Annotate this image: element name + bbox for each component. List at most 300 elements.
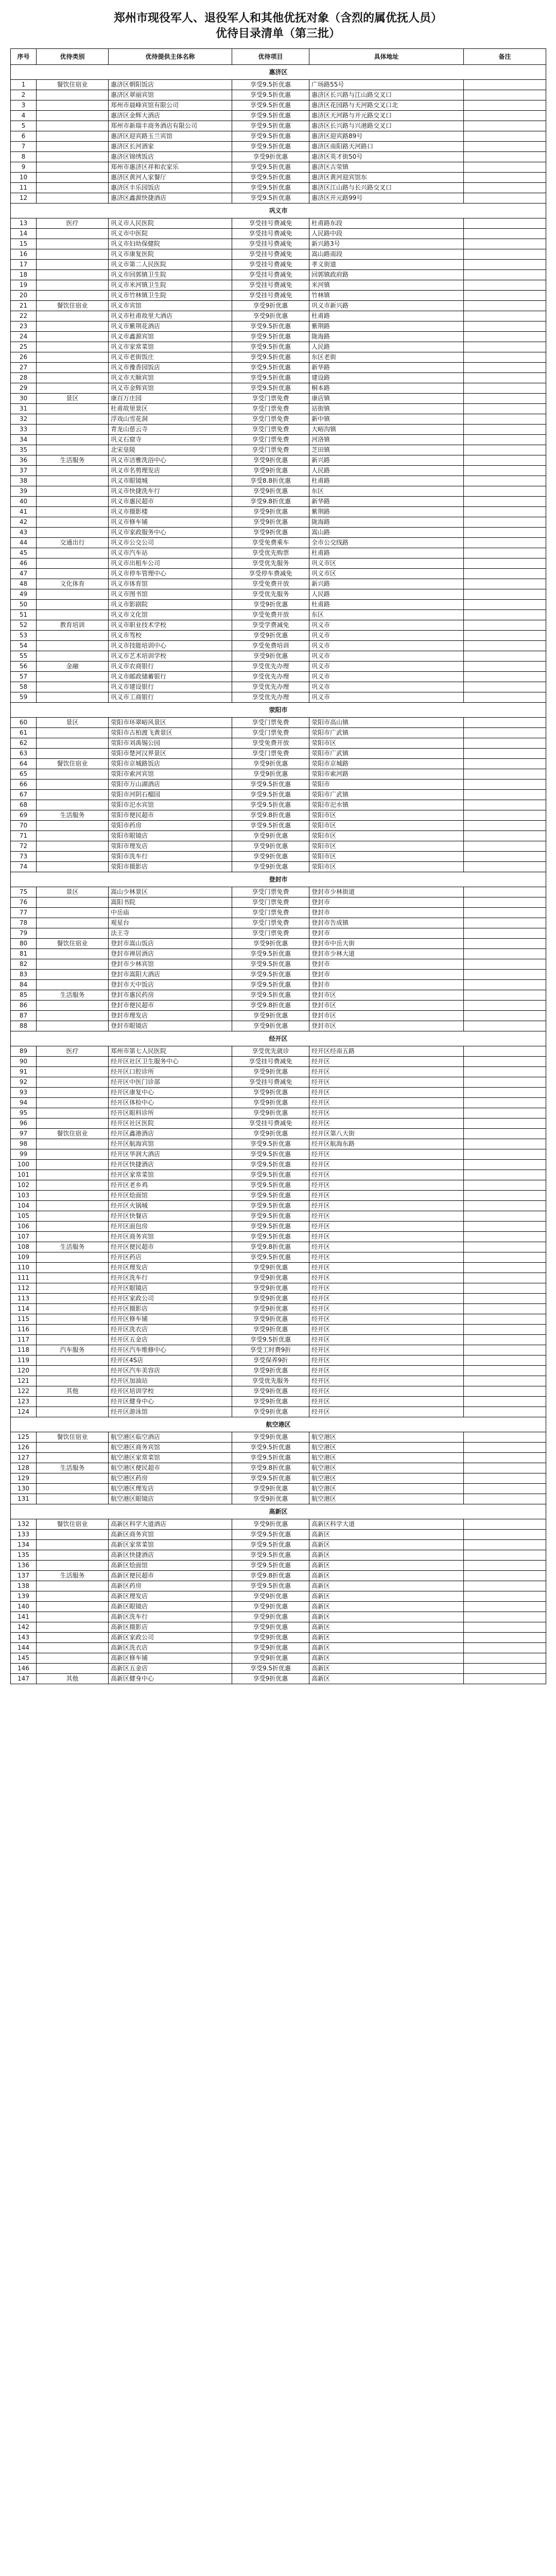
cell-no: 13 [11, 218, 37, 229]
cell-category [37, 445, 109, 455]
table-row [11, 620, 546, 631]
table-row [11, 749, 546, 759]
cell-address: 高新区 [309, 1664, 464, 1674]
cell-remark [464, 162, 546, 173]
cell-remark [464, 1432, 546, 1443]
cell-no: 85 [11, 990, 37, 1001]
cell-benefit: 享受9折优惠 [232, 1325, 309, 1335]
cell-no: 4 [11, 111, 37, 121]
cell-no: 19 [11, 280, 37, 291]
cell-provider: 巩义市影剧院 [109, 600, 232, 610]
cell-remark [464, 435, 546, 445]
cell-provider: 荥阳市古柏渡飞黄景区 [109, 728, 232, 738]
cell-address: 新兴路3号 [309, 239, 464, 249]
header-provider: 优待提供主体名称 [109, 49, 232, 65]
table-row [11, 600, 546, 610]
cell-no: 41 [11, 507, 37, 517]
cell-category [37, 980, 109, 990]
cell-no: 1 [11, 80, 37, 90]
cell-benefit: 享受9.5折优惠 [232, 162, 309, 173]
cell-no: 65 [11, 769, 37, 779]
cell-address: 荥阳市汜水镇 [309, 800, 464, 810]
cell-category: 景区 [37, 394, 109, 404]
cell-no: 25 [11, 342, 37, 352]
cell-remark [464, 352, 546, 363]
cell-remark [464, 1314, 546, 1325]
table-row [11, 980, 546, 990]
cell-benefit: 享受9.5折优惠 [232, 1252, 309, 1263]
cell-address: 杜甫路 [309, 311, 464, 321]
table-row [11, 759, 546, 769]
cell-benefit: 享受9.5折优惠 [232, 1149, 309, 1160]
cell-category [37, 100, 109, 111]
cell-benefit: 享受门票免费 [232, 394, 309, 404]
cell-benefit: 享受9折优惠 [232, 769, 309, 779]
cell-address: 经开区 [309, 1222, 464, 1232]
cell-remark [464, 1366, 546, 1376]
cell-benefit: 享受9.5折优惠 [232, 1211, 309, 1222]
cell-provider: 经开区口腔诊所 [109, 1067, 232, 1077]
cell-address: 惠济区古荥镇 [309, 162, 464, 173]
cell-category [37, 928, 109, 939]
cell-provider: 高新区烩面馆 [109, 1561, 232, 1571]
cell-remark [464, 332, 546, 342]
cell-no: 26 [11, 352, 37, 363]
table-row [11, 718, 546, 728]
table-row [11, 841, 546, 852]
table-row [11, 466, 546, 476]
cell-address: 巩义市 [309, 672, 464, 682]
cell-remark [464, 718, 546, 728]
cell-remark [464, 662, 546, 672]
cell-benefit: 享受9.5折优惠 [232, 970, 309, 980]
cell-provider: 巩义市家政服务中心 [109, 528, 232, 538]
cell-category: 餐饮住宿业 [37, 1129, 109, 1139]
cell-category [37, 1283, 109, 1294]
cell-category [37, 728, 109, 738]
cell-category [37, 1170, 109, 1180]
cell-provider: 登封市眼镜店 [109, 1021, 232, 1031]
cell-benefit: 享受优先办理 [232, 682, 309, 692]
cell-benefit: 享受9.5折优惠 [232, 193, 309, 204]
cell-benefit: 享受9.5折优惠 [232, 121, 309, 131]
table-row [11, 651, 546, 662]
cell-provider: 郑州市新瑞丰商务酒店有限公司 [109, 121, 232, 131]
cell-category [37, 229, 109, 239]
table-row [11, 249, 546, 260]
cell-address: 经开区 [309, 1252, 464, 1263]
cell-category: 生活服务 [37, 1242, 109, 1252]
cell-category [37, 162, 109, 173]
cell-no: 100 [11, 1160, 37, 1170]
cell-address: 高新区 [309, 1612, 464, 1622]
cell-address: 登封市 [309, 959, 464, 970]
cell-category [37, 692, 109, 703]
cell-category: 金融 [37, 662, 109, 672]
cell-benefit: 享受9.5折优惠 [232, 90, 309, 100]
cell-no: 132 [11, 1519, 37, 1530]
cell-remark [464, 970, 546, 980]
cell-address: 新华路 [309, 497, 464, 507]
cell-category [37, 790, 109, 800]
cell-provider: 郑州市晨峰宾馆有限公司 [109, 100, 232, 111]
cell-no: 15 [11, 239, 37, 249]
cell-no: 51 [11, 610, 37, 620]
table-row [11, 1581, 546, 1591]
table-row [11, 1643, 546, 1653]
cell-category [37, 1335, 109, 1345]
cell-category [37, 738, 109, 749]
cell-remark [464, 1453, 546, 1463]
table-row [11, 1283, 546, 1294]
cell-provider: 巩义市公交公司 [109, 538, 232, 548]
table-row [11, 291, 546, 301]
cell-category [37, 1540, 109, 1550]
cell-provider: 巩义市宾馆 [109, 301, 232, 311]
cell-provider: 惠济区丰乐园饭店 [109, 183, 232, 193]
table-row [11, 1432, 546, 1443]
cell-remark [464, 1494, 546, 1504]
cell-category [37, 1484, 109, 1494]
cell-category [37, 1376, 109, 1386]
cell-benefit: 享受9.5折优惠 [232, 131, 309, 142]
header-benefit: 优待项目 [232, 49, 309, 65]
cell-address: 人民路 [309, 589, 464, 600]
cell-address: 杜甫路 [309, 476, 464, 486]
cell-address: 嵩山路南段 [309, 249, 464, 260]
cell-address: 荥阳市区 [309, 852, 464, 862]
cell-remark [464, 1633, 546, 1643]
cell-category: 医疗 [37, 218, 109, 229]
cell-no: 40 [11, 497, 37, 507]
cell-no: 16 [11, 249, 37, 260]
cell-provider: 高新区眼镜店 [109, 1602, 232, 1612]
cell-remark [464, 1571, 546, 1581]
cell-remark [464, 769, 546, 779]
cell-remark [464, 651, 546, 662]
cell-remark [464, 301, 546, 311]
cell-category [37, 1232, 109, 1242]
cell-category [37, 1160, 109, 1170]
cell-remark [464, 1325, 546, 1335]
cell-benefit: 享受9.5折优惠 [232, 1201, 309, 1211]
table-row [11, 131, 546, 142]
cell-remark [464, 1484, 546, 1494]
cell-remark [464, 918, 546, 928]
cell-address: 竹林镇 [309, 291, 464, 301]
cell-provider: 经开区鑫港酒店 [109, 1129, 232, 1139]
table-row [11, 1591, 546, 1602]
cell-category [37, 1180, 109, 1191]
cell-provider: 经开区体检中心 [109, 1098, 232, 1108]
cell-provider: 康百万庄园 [109, 394, 232, 404]
cell-address: 高新区 [309, 1550, 464, 1561]
table-row [11, 1463, 546, 1473]
table-row [11, 1088, 546, 1098]
section-header-row [11, 204, 546, 218]
cell-remark [464, 569, 546, 579]
cell-benefit: 享受9.5折优惠 [232, 1222, 309, 1232]
cell-remark [464, 1304, 546, 1314]
cell-category [37, 1581, 109, 1591]
cell-benefit: 享受9.8折优惠 [232, 497, 309, 507]
cell-benefit: 享受9.5折优惠 [232, 1561, 309, 1571]
cell-remark [464, 821, 546, 831]
cell-address: 经开区 [309, 1294, 464, 1304]
cell-address: 荥阳市区 [309, 841, 464, 852]
cell-address: 全市公交线路 [309, 538, 464, 548]
cell-provider: 经开区4S店 [109, 1355, 232, 1366]
cell-provider: 嵩阳书院 [109, 897, 232, 908]
table-row [11, 1139, 546, 1149]
cell-address: 桐本路 [309, 383, 464, 394]
cell-category [37, 779, 109, 790]
cell-no: 130 [11, 1484, 37, 1494]
cell-no: 74 [11, 862, 37, 872]
table-row [11, 1232, 546, 1242]
cell-provider: 登封市禅居酒店 [109, 949, 232, 959]
table-row [11, 383, 546, 394]
cell-remark [464, 600, 546, 610]
cell-provider: 巩义市体育馆 [109, 579, 232, 589]
cell-address: 惠济区黄河迎宾馆东 [309, 173, 464, 183]
cell-no: 131 [11, 1494, 37, 1504]
table-row [11, 445, 546, 455]
cell-category [37, 1149, 109, 1160]
cell-category [37, 497, 109, 507]
cell-address: 经开区 [309, 1304, 464, 1314]
cell-benefit: 享受挂号费减免 [232, 1077, 309, 1088]
cell-benefit: 享受9折优惠 [232, 841, 309, 852]
cell-remark [464, 152, 546, 162]
table-row [11, 193, 546, 204]
cell-no: 119 [11, 1355, 37, 1366]
cell-category [37, 173, 109, 183]
cell-no: 78 [11, 918, 37, 928]
cell-provider: 高新区药房 [109, 1581, 232, 1591]
cell-address: 经开区 [309, 1386, 464, 1397]
cell-remark [464, 738, 546, 749]
cell-no: 57 [11, 672, 37, 682]
cell-no: 98 [11, 1139, 37, 1149]
cell-remark [464, 1397, 546, 1407]
cell-remark [464, 980, 546, 990]
cell-benefit: 享受门票免费 [232, 749, 309, 759]
table-row [11, 1118, 546, 1129]
cell-benefit: 享受挂号费减免 [232, 229, 309, 239]
cell-category [37, 131, 109, 142]
cell-provider: 巩义市金辉宾馆 [109, 383, 232, 394]
cell-no: 92 [11, 1077, 37, 1088]
cell-address: 经开区 [309, 1273, 464, 1283]
cell-provider: 经开区航海宾馆 [109, 1139, 232, 1149]
cell-provider: 惠济区锦绣饭店 [109, 152, 232, 162]
table-row [11, 728, 546, 738]
cell-no: 22 [11, 311, 37, 321]
cell-remark [464, 1242, 546, 1252]
cell-benefit: 享受9.5折优惠 [232, 1335, 309, 1345]
cell-category [37, 800, 109, 810]
cell-category [37, 1001, 109, 1011]
cell-remark [464, 1653, 546, 1664]
table-row [11, 152, 546, 162]
cell-category [37, 1191, 109, 1201]
table-row [11, 1273, 546, 1283]
table-row [11, 311, 546, 321]
cell-category [37, 970, 109, 980]
table-row [11, 1129, 546, 1139]
cell-benefit: 享受9折优惠 [232, 517, 309, 528]
cell-provider: 荥阳市楚河汉界景区 [109, 749, 232, 759]
cell-remark [464, 1519, 546, 1530]
cell-remark [464, 672, 546, 682]
cell-address: 经开区 [309, 1376, 464, 1386]
cell-remark [464, 111, 546, 121]
cell-benefit: 享受9折优惠 [232, 1519, 309, 1530]
cell-no: 122 [11, 1386, 37, 1397]
cell-remark [464, 1602, 546, 1612]
table-row [11, 548, 546, 558]
cell-benefit: 享受9折优惠 [232, 1273, 309, 1283]
table-row [11, 897, 546, 908]
cell-no: 58 [11, 682, 37, 692]
cell-benefit: 享受门票免费 [232, 435, 309, 445]
table-row [11, 1021, 546, 1031]
cell-category [37, 193, 109, 204]
cell-remark [464, 342, 546, 352]
cell-benefit: 享受9.5折优惠 [232, 321, 309, 332]
cell-remark [464, 579, 546, 589]
cell-no: 125 [11, 1432, 37, 1443]
cell-category [37, 682, 109, 692]
table-row [11, 1222, 546, 1232]
cell-benefit: 享受9折优惠 [232, 1129, 309, 1139]
cell-provider: 巩义市紫荆花酒店 [109, 321, 232, 332]
table-row [11, 959, 546, 970]
cell-remark [464, 1664, 546, 1674]
cell-no: 145 [11, 1653, 37, 1664]
table-row [11, 486, 546, 497]
cell-no: 39 [11, 486, 37, 497]
cell-no: 146 [11, 1664, 37, 1674]
cell-remark [464, 949, 546, 959]
cell-address: 新兴路 [309, 455, 464, 466]
cell-remark [464, 394, 546, 404]
cell-provider: 登封市嵩阳大酒店 [109, 970, 232, 980]
cell-provider: 惠济区翠丽宾馆 [109, 90, 232, 100]
cell-benefit: 享受9.8折优惠 [232, 810, 309, 821]
cell-no: 20 [11, 291, 37, 301]
cell-provider: 巩义市工商银行 [109, 692, 232, 703]
cell-no: 44 [11, 538, 37, 548]
cell-address: 巩义市 [309, 641, 464, 651]
cell-provider: 青龙山慈云寺 [109, 425, 232, 435]
cell-no: 109 [11, 1252, 37, 1263]
cell-category [37, 672, 109, 682]
cell-remark [464, 1108, 546, 1118]
cell-no: 23 [11, 321, 37, 332]
cell-benefit: 享受优先服务 [232, 589, 309, 600]
table-row [11, 404, 546, 414]
cell-category [37, 1612, 109, 1622]
cell-address: 经开区航海东路 [309, 1139, 464, 1149]
cell-no: 116 [11, 1325, 37, 1335]
cell-no: 96 [11, 1118, 37, 1129]
cell-category: 餐饮住宿业 [37, 759, 109, 769]
cell-category [37, 121, 109, 131]
table-row [11, 1376, 546, 1386]
table-row [11, 641, 546, 651]
cell-provider: 巩义市艺术培训学校 [109, 651, 232, 662]
cell-remark [464, 1376, 546, 1386]
cell-benefit: 享受门票免费 [232, 728, 309, 738]
cell-remark [464, 1530, 546, 1540]
cell-address: 嵩山路 [309, 528, 464, 538]
cell-remark [464, 887, 546, 897]
cell-category [37, 1021, 109, 1031]
cell-no: 38 [11, 476, 37, 486]
cell-no: 113 [11, 1294, 37, 1304]
cell-no: 75 [11, 887, 37, 897]
cell-address: 高新区 [309, 1530, 464, 1540]
cell-provider: 巩义市农商银行 [109, 662, 232, 672]
table-row [11, 1201, 546, 1211]
cell-provider: 经开区便民超市 [109, 1242, 232, 1252]
cell-remark [464, 1139, 546, 1149]
cell-remark [464, 928, 546, 939]
cell-category: 餐饮住宿业 [37, 1519, 109, 1530]
cell-provider: 航空港区药房 [109, 1473, 232, 1484]
section-header-row [11, 1031, 546, 1046]
cell-benefit: 享受9折优惠 [232, 1067, 309, 1077]
cell-provider: 高新区洗衣店 [109, 1643, 232, 1653]
cell-no: 9 [11, 162, 37, 173]
cell-benefit: 享受9折优惠 [232, 301, 309, 311]
cell-benefit: 享受门票免费 [232, 908, 309, 918]
cell-category [37, 1273, 109, 1283]
cell-remark [464, 131, 546, 142]
cell-benefit: 享受优先就诊 [232, 1046, 309, 1057]
cell-benefit: 享受9.5折优惠 [232, 1453, 309, 1463]
cell-benefit: 享受9.8折优惠 [232, 1463, 309, 1473]
cell-no: 68 [11, 800, 37, 810]
cell-remark [464, 404, 546, 414]
cell-benefit: 享受9.5折优惠 [232, 821, 309, 831]
cell-no: 97 [11, 1129, 37, 1139]
cell-benefit: 享受挂号费减免 [232, 1118, 309, 1129]
cell-address: 经开区 [309, 1325, 464, 1335]
cell-provider: 巩义市中医院 [109, 229, 232, 239]
cell-remark [464, 183, 546, 193]
cell-remark [464, 1550, 546, 1561]
table-row [11, 1612, 546, 1622]
cell-address: 经开区 [309, 1283, 464, 1294]
cell-category [37, 852, 109, 862]
cell-address: 经开区第八大街 [309, 1129, 464, 1139]
cell-no: 64 [11, 759, 37, 769]
table-row [11, 435, 546, 445]
cell-provider: 惠济区黄河人家餐厅 [109, 173, 232, 183]
cell-category [37, 631, 109, 641]
cell-remark [464, 1129, 546, 1139]
section-title: 高新区 [11, 1504, 546, 1519]
cell-address: 杜甫路 [309, 600, 464, 610]
section-header-row [11, 1417, 546, 1432]
cell-benefit: 享受9折优惠 [232, 311, 309, 321]
cell-benefit: 享受9折优惠 [232, 1653, 309, 1664]
cell-category [37, 142, 109, 152]
cell-remark [464, 641, 546, 651]
